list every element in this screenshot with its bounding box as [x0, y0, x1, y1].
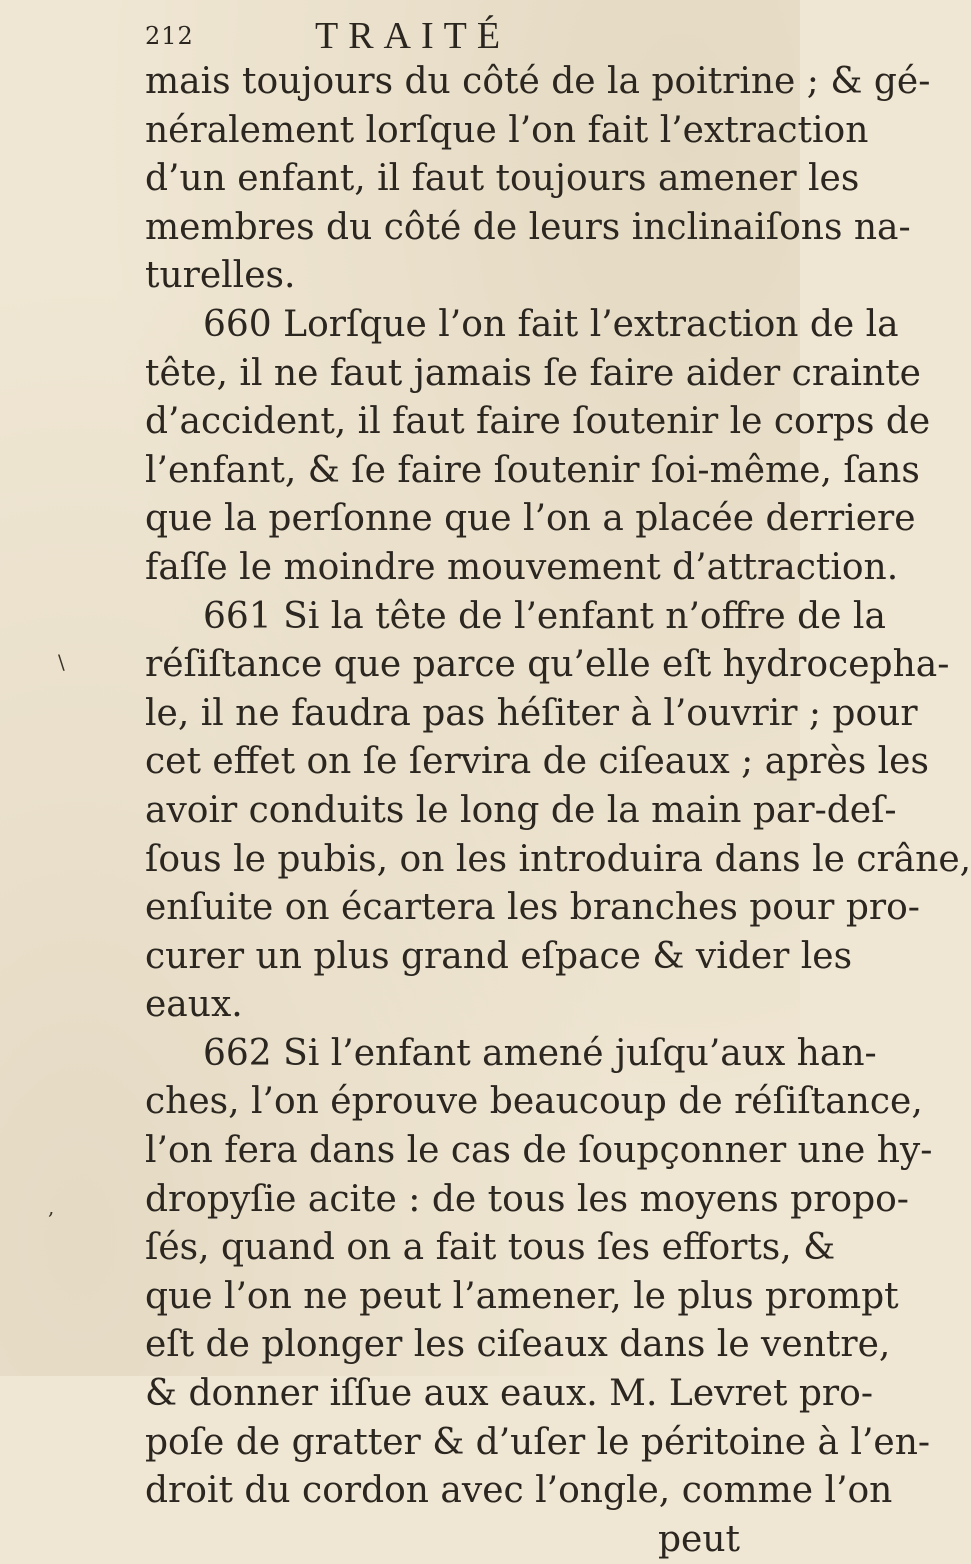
text-line: dropyſie acite : de tous les moyens propo-	[145, 1178, 909, 1220]
text-line: réſiſtance que parce qu’elle eſt hydrocepha-	[145, 644, 950, 686]
margin-mark: \	[58, 650, 65, 674]
text-line: ches, l’on éprouve beaucoup de réſiſtance,	[145, 1081, 923, 1123]
text-line: l’enfant, & ſe faire ſoutenir ſoi-même, ſans	[145, 449, 920, 491]
text-line: néralement lorſque l’on fait l’extraction	[145, 109, 869, 151]
paragraph-660-start: 660 Lorſque l’on fait l’extraction de la	[203, 303, 899, 345]
text-line: l’on fera dans le cas de ſoupçonner une hy-	[145, 1130, 933, 1172]
text-line: eaux.	[145, 984, 243, 1026]
text-line: eſt de plonger les ciſeaux dans le ventre,	[145, 1324, 891, 1366]
catchword: peut	[657, 1518, 740, 1560]
text-line: turelles.	[145, 255, 296, 297]
text-line: enſuite on écartera les branches pour pro-	[145, 887, 920, 929]
text-line: tête, il ne faut jamais ſe faire aider crainte	[145, 352, 921, 394]
text-line: poſe de gratter & d’uſer le péritoine à l’en-	[145, 1421, 931, 1463]
text-line: ſés, quand on a fait tous ſes efforts, &	[145, 1227, 836, 1269]
page-header	[145, 14, 765, 57]
text-line: droit du cordon avec l’ongle, comme l’on	[145, 1470, 893, 1512]
running-title: TRAITÉ	[315, 15, 511, 57]
paragraph-661-start: 661 Si la tête de l’enfant n’offre de la	[203, 595, 886, 637]
text-line: membres du côté de leurs inclinaiſons na-	[145, 206, 911, 248]
text-line: d’accident, il faut faire ſoutenir le corps de	[145, 401, 931, 443]
text-line: faſſe le moindre mouvement d’attraction.	[145, 546, 899, 588]
text-line: que l’on ne peut l’amener, le plus prompt	[145, 1275, 899, 1317]
text-line: que la perſonne que l’on a placée derriere	[145, 498, 916, 540]
text-line: mais toujours du côté de la poitrine ; & gé-	[145, 61, 931, 102]
body-text	[145, 58, 971, 1564]
text-line: avoir conduits le long de la main par-deſ-	[145, 789, 897, 831]
paragraph-662-start: 662 Si l’enfant amené juſqu’aux han-	[203, 1032, 877, 1074]
text-line: le, il ne faudra pas héſiter à l’ouvrir ; pour	[145, 692, 918, 734]
text-line: cet effet on ſe ſervira de ciſeaux ; après les	[145, 741, 929, 783]
page-number: 212	[145, 22, 194, 50]
margin-mark: ,	[48, 1195, 55, 1219]
text-line: curer un plus grand eſpace & vider les	[145, 935, 853, 977]
text-line: ſous le pubis, on les introduira dans le crâne,	[145, 838, 971, 880]
text-line: & donner iſſue aux eaux. M. Levret pro-	[145, 1373, 873, 1415]
text-line: d’un enfant, il faut toujours amener les	[145, 158, 860, 200]
